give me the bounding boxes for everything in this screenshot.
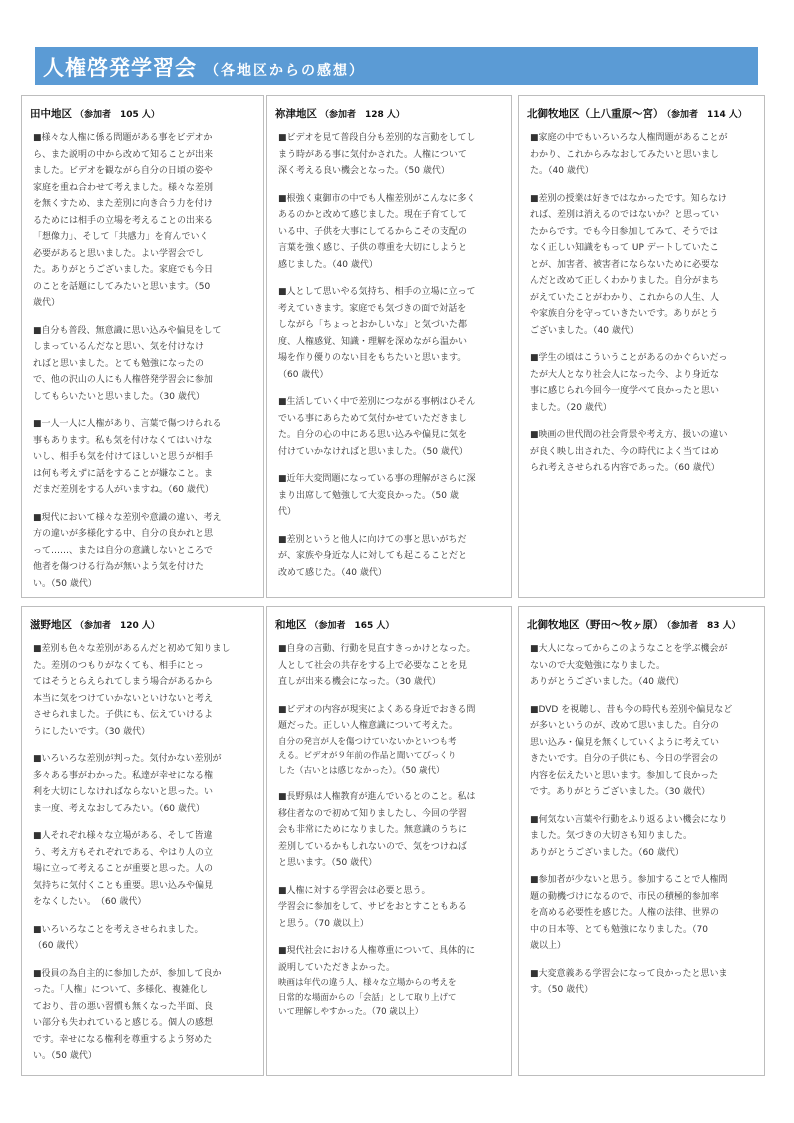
comment-text: ■現代において様々な差別や意識の違い、考え 方の違いが多様化する中、自分の良かれと思 って……、または自分の意識しないところで 他者を傷つける行為が無いよう気を付けた い。（50 歳代） <box>33 512 222 589</box>
comment-item <box>30 922 255 955</box>
comment-item <box>30 641 255 740</box>
comment-item <box>527 641 756 691</box>
comment-text: ■人権に対する学習会は必要と思う。 学習会に参加をして、サビをおとすこともある と思う。（70 歳以上） <box>278 885 467 929</box>
participant-count: （参加者 105 人） <box>75 110 160 120</box>
comment-item <box>527 350 756 416</box>
comment-text: ■一人一人に人権があり、言葉で傷つけられる 事もあります。私も気を付けなくてはいけな いし、相手も気を付けてほしいと思うが相手 は何も考えずに話をすることが嫌なこと。ま だまだ差別をする人がいますね。（60 歳代） <box>33 419 222 495</box>
comment-text: ■いろいろなことを考えさせられました。 （60 歳代） <box>33 924 204 951</box>
district-name: 田中地区 <box>30 108 72 120</box>
page-title: 人権啓発学習会 <box>43 56 197 80</box>
comment-text: ■差別の授業は好きではなかったです。知らなけ れば、差別は消えるのではないか？と思ってい たからです。でも今日参加してみて、そうでは なく正しい知識をもって UP デートしていたこ とが、加害者、被害者にならないために必要な んだと改めて正しくわかりました。自分がまち がえていたことがわかり、これからの人生、人 や家族自分を守っていきたいです。ありがとう ございました。（40 歳代） <box>530 193 727 336</box>
district-name: 北御牧地区（上八重原～宮） <box>527 108 664 120</box>
panel-heading <box>527 96 756 130</box>
comment-item <box>30 828 255 911</box>
panel-tanaka <box>21 95 264 598</box>
comment-item <box>527 812 756 862</box>
panel-netsu <box>266 95 512 598</box>
comment-item <box>30 751 255 817</box>
comment-text: ■大人になってからこのようなことを学ぶ機会が ないので大変勉強になりました。 ありがとうございました。（40 歳代） <box>530 644 728 687</box>
panel-heading <box>30 607 255 641</box>
comment-text: ■家庭の中でもいろいろな人権問題があることが わかり、これからみなおしてみたいと思いまし た。（40 歳代） <box>530 133 728 176</box>
comment-text: ■生活していく中で差別につながる事柄はひそん でいる事にあらためて気付かせていただきまし た。自分の心の中にある思い込みや偏見に気を 付けていかなければと思いました。（50 歳代） <box>278 397 476 457</box>
comment-item <box>275 532 503 582</box>
district-name: 滋野地区 <box>30 619 72 631</box>
comment-item <box>275 641 503 691</box>
comment-item <box>275 130 503 180</box>
comment-text: ■いろいろな差別が判った。気付かない差別が 多々ある事がわかった。私達が幸せになる権 利を大切にしなければならないと思った。い ま一度、考えなおしてみたい。（60 歳代） <box>33 754 222 814</box>
comment-text: ■ビデオの内容が現実によくある身近でおきる問 題だった。正しい人権意識について考えた。 <box>278 704 476 731</box>
comment-text: ■DVD を視聴し、昔も今の時代も差別や偏見など が多いというのが、改めて思いました。自分の 思い込み・偏見を無くしていくように考えてい きたいです。自分の子供にも、今日の学習会の 内容を伝えたいと思います。参加して良かった です。ありがとうございました。（30 歳代） <box>530 704 733 797</box>
panel-heading <box>30 96 255 130</box>
panel-heading <box>275 96 503 130</box>
panel-heading <box>275 607 503 641</box>
comment-item <box>527 427 756 477</box>
comment-item <box>275 471 503 521</box>
comment-text: ■差別というと他人に向けての事と思いがちだ が、家族や身近な人に対しても起こることだと 改めて感じた。（40 歳代） <box>278 534 468 578</box>
comment-item <box>30 130 255 312</box>
comment-item <box>527 966 756 999</box>
participant-count: （参加者 114 人） <box>666 110 747 120</box>
comment-text: ■現代社会における人権尊重について、具体的に 説明していただきよかった。 <box>278 946 476 973</box>
page-title-banner <box>35 47 758 85</box>
comment-item <box>527 872 756 955</box>
participant-count: （参加者 83 人） <box>666 621 741 631</box>
district-name: 祢津地区 <box>275 108 317 120</box>
district-name: 北御牧地区（野田～牧ヶ原） <box>527 619 664 631</box>
district-name: 和地区 <box>275 619 307 631</box>
comment-item <box>527 130 756 180</box>
comment-item <box>30 416 255 499</box>
participant-count: （参加者 165 人） <box>309 621 395 631</box>
comment-text: ■参加者が少ないと思う。参加することで人権問 題の動機づけになるので、市民の積極的参加率 を高める必要性を感じた。人権の法律、世界の 中の日本等、とても勉強になりました。（70 歳以上） <box>530 875 728 951</box>
comment-text: ■差別も色々な差別があるんだと初めて知りまし た。差別のつもりがなくても、相手にとっ てはそうとらえられてしまう場合があるから 本当に気をつけていかないといけないと考え させられました。子供にも、伝えていけるよ うにしたいです。（30 歳代） <box>33 644 231 737</box>
comment-text: ■学生の頃はこういうことがあるのかぐらいだっ たが大人となり社会人になった今、より身近な 事に感じられ今回今一度学べて良かったと思い ました。（20 歳代） <box>530 353 728 413</box>
comment-item <box>275 943 503 1020</box>
comment-extra-text: 自分の発言が人を傷つけていないかといつも考 える。ビデオが９年前の作品と聞いてびっくり した（古いとは感じなかった）。（50 歳代） <box>278 736 457 776</box>
comment-text: ■近年大変問題になっている事の理解がさらに深 まり出席して勉強して大変良かった。（50 歳 代） <box>278 474 476 517</box>
comment-text: ■映画の世代間の社会背景や考え方、扱いの違い が良く映し出された、今の時代によく当てはめ られ考えさせられる内容であった。（60 歳代） <box>530 430 728 473</box>
panel-heading <box>527 607 756 641</box>
participant-count: （参加者 128 人） <box>320 110 405 120</box>
comment-item <box>30 966 255 1065</box>
comment-item <box>527 702 756 801</box>
comment-text: ■長野県は人権教育が進んでいるとのこと。私は 移住者なので初めて知りましたし、今回の学習 会も非常にためになりました。無意識のうちに 差別しているかもしれないので、気をつけねば と思います。（50 歳代） <box>278 792 476 868</box>
comment-extra-text: 映画は年代の違う人、様々な立場からの考えを 日常的な場面からの「会話」として取り上げて いて理解しやすかった。（70 歳以上） <box>278 978 457 1017</box>
comment-text: ■何気ない言葉や行動をふり返るよい機会になり ました。気づきの大切さも知りました。 ありがとうございました。（60 歳代） <box>530 814 728 858</box>
comment-text: ■役員の為自主的に参加したが、参加して良か った。「人権」について、多様化、複雑化し ており、昔の悪い習慣も無くなった半面、良 い部分も失われていると感じる。個人の感想 です。幸せになる権利を尊重するよう努めた い。（50 歳代） <box>33 968 222 1061</box>
panel-kitamimaki-kamiyaehara <box>518 95 765 598</box>
comment-item <box>527 191 756 340</box>
comment-text: ■大変意義ある学習会になって良かったと思いま す。（50 歳代） <box>530 968 728 995</box>
comment-text: ■自身の言動、行動を見直すきっかけとなった。 人として社会の共存をする上で必要なことを見 直しが出来る機会になった。（30 歳代） <box>278 644 476 687</box>
comment-item <box>30 510 255 593</box>
panel-kitamimaki-noda <box>518 606 765 1076</box>
comment-text: ■人それぞれ様々な立場がある、そして皆違 う、考え方もそれぞれである、やはり人の立 場に立って考えることが重要と思った。人の 気持ちに気付くことも重要。思い込みや偏見 をなくしたい。 （60 歳代） <box>33 831 214 907</box>
page-subtitle: （各地区からの感想） <box>205 63 365 79</box>
comment-item <box>275 284 503 383</box>
comment-item <box>30 323 255 406</box>
comment-item <box>275 883 503 933</box>
comment-text: ■ビデオを見て普段自分も差別的な言動をしてし まう時がある事に気付かされた。人権について 深く考える良い機会となった。（50 歳代） <box>278 133 476 176</box>
comment-text: ■人として思いやる気持ち、相手の立場に立って 考えていきます。家庭でも気づきの面で対話を しながら「ちょっとおかしいな」と気づいた都 度、人権感覚、知識・理解を深めながら温かい 場を作り優りのない目をもちたいと思います。 （60 歳代） <box>278 287 476 380</box>
panel-kanoh <box>266 606 512 1076</box>
comment-text: ■様々な人権に係る問題がある事をビデオか ら、また説明の中から改めて知ることが出来 ました。ビデオを観ながら自分の日頃の姿や 家庭を重ね合わせて考えました。様々な差別 を無くすため、また差別に向き合う力を付け るためには相手の立場を考えることの出来る 「想像力」、そして「共感力」を育んでいく 必要があると思いました。よい学習会でし た。ありがとうございました。家庭でも今日 のことを話題にしてみたいと思います。（50 歳代） <box>33 133 214 308</box>
comment-item <box>275 191 503 274</box>
comment-text: ■根強く東御市の中でも人権差別がこんなに多く あるのかと改めて感じました。現在子育てして いる中、子供を大事にしてるからこその支配の 言葉を強く感じ、子供の尊重を大切にしようと 感じました。（40 歳代） <box>278 193 476 270</box>
comment-item <box>275 702 503 779</box>
panel-shigeno <box>21 606 264 1076</box>
comment-item <box>275 789 503 872</box>
comment-item <box>275 394 503 460</box>
comment-text: ■自分も普段、無意識に思い込みや偏見をして しまっているんだなと思い、気を付けなけ ればと思いました。とても勉強になったの で、他の沢山の人にも人権啓発学習会に参加 してもらいたいと思いました。（30 歳代） <box>33 325 222 402</box>
participant-count: （参加者 120 人） <box>75 621 160 631</box>
